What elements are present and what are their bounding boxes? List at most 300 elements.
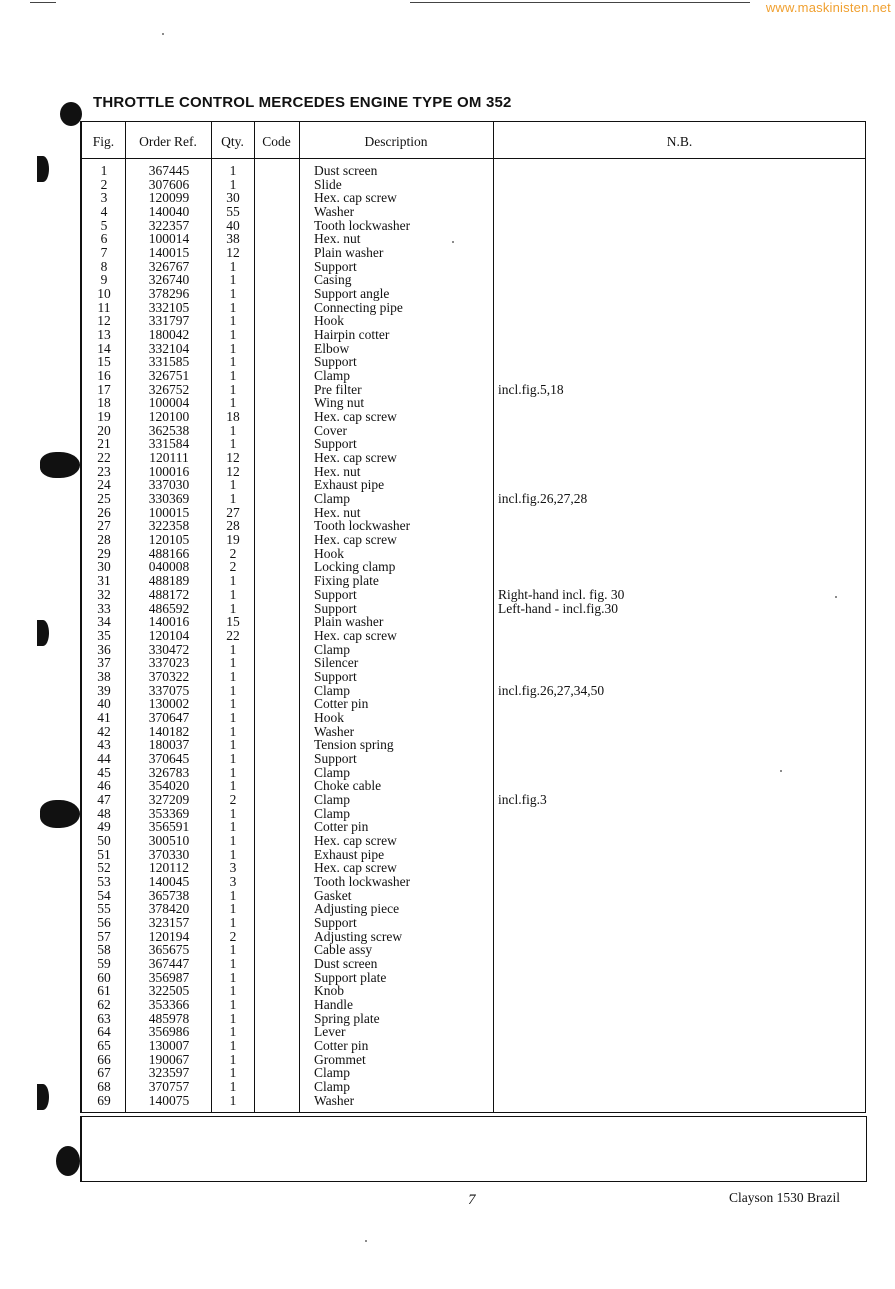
description-cell: Support — [314, 600, 357, 616]
description-cell: Support angle — [314, 286, 390, 302]
fig-cell: 23 — [97, 463, 111, 479]
fig-cell: 34 — [97, 614, 111, 630]
header-code: Code — [262, 134, 291, 149]
description-cell: Knob — [314, 983, 344, 999]
fig-cell: 22 — [97, 450, 111, 466]
table-row — [0, 848, 895, 862]
order-ref-cell: 180037 — [148, 737, 190, 753]
nb-cell: incl.fig.3 — [498, 791, 547, 807]
table-row — [0, 396, 895, 410]
qty-cell: 1 — [229, 368, 237, 384]
qty-cell: 1 — [229, 381, 237, 397]
fig-cell: 44 — [97, 750, 111, 766]
table-row — [0, 752, 895, 766]
fig-cell: 65 — [97, 1038, 111, 1053]
fig-cell: 1 — [100, 163, 108, 178]
description-cell: Tension spring — [314, 737, 394, 753]
description-cell: Hairpin cotter — [314, 327, 390, 343]
fig-cell: 7 — [100, 245, 108, 261]
table-row — [0, 725, 895, 739]
fig-cell: 42 — [97, 723, 111, 739]
description-cell: Handle — [314, 996, 353, 1012]
binder-hole-top — [60, 102, 82, 126]
table-row — [0, 1094, 895, 1108]
order-ref-cell: 322357 — [148, 217, 190, 233]
qty-cell: 40 — [226, 217, 240, 233]
qty-cell: 1 — [229, 258, 237, 274]
qty-cell: 12 — [226, 463, 240, 479]
qty-cell: 55 — [226, 204, 240, 220]
top-rule-left — [30, 2, 56, 3]
fig-cell: 6 — [100, 231, 108, 247]
fig-cell: 10 — [97, 286, 111, 302]
description-cell: Lever — [314, 1024, 346, 1040]
description-cell: Support — [314, 668, 357, 684]
table-row — [0, 314, 895, 328]
fig-cell: 43 — [97, 737, 111, 753]
qty-cell: 1 — [229, 1079, 237, 1095]
description-cell: Hook — [314, 313, 344, 329]
fig-cell: 54 — [97, 887, 111, 903]
description-cell: Hex. cap screw — [314, 860, 397, 876]
order-ref-cell: 326740 — [148, 272, 190, 288]
table-row — [0, 191, 895, 205]
order-ref-cell: 330472 — [148, 641, 190, 657]
order-ref-cell: 326767 — [148, 258, 190, 274]
description-cell: Cable assy — [314, 942, 373, 958]
order-ref-cell: 337075 — [148, 682, 190, 698]
order-ref-cell: 323597 — [148, 1065, 190, 1081]
table-row — [0, 547, 895, 561]
nb-cell: incl.fig.5,18 — [498, 381, 564, 397]
order-ref-cell: 140040 — [148, 204, 190, 220]
qty-cell: 2 — [229, 928, 237, 944]
table-row — [0, 834, 895, 848]
fig-cell: 14 — [97, 340, 111, 356]
fig-cell: 69 — [97, 1092, 111, 1108]
table-row — [0, 902, 895, 916]
order-ref-cell: 140016 — [148, 614, 190, 630]
fig-cell: 27 — [97, 518, 111, 534]
description-cell: Hex. cap screw — [314, 832, 397, 848]
qty-cell: 12 — [226, 450, 240, 466]
description-cell: Adjusting piece — [314, 901, 400, 917]
qty-cell: 1 — [229, 1092, 237, 1108]
order-ref-cell: 322505 — [148, 983, 190, 999]
description-cell: Slide — [314, 176, 342, 192]
description-cell: Cotter pin — [314, 696, 369, 712]
qty-cell: 2 — [229, 791, 237, 807]
table-row — [0, 766, 895, 780]
order-ref-cell: 120112 — [149, 860, 189, 876]
table-row — [0, 629, 895, 643]
qty-cell: 1 — [229, 299, 237, 315]
table-row — [0, 164, 895, 178]
qty-cell: 1 — [229, 641, 237, 657]
fig-cell: 39 — [97, 682, 111, 698]
nb-cell: incl.fig.26,27,28 — [498, 491, 588, 507]
qty-cell: 1 — [229, 1010, 237, 1026]
order-ref-cell: 365738 — [148, 887, 190, 903]
description-cell: Clamp — [314, 764, 350, 780]
table-row — [0, 219, 895, 233]
fig-cell: 66 — [97, 1051, 111, 1067]
fig-cell: 47 — [97, 791, 111, 807]
notes-box — [80, 1116, 867, 1182]
table-row — [0, 643, 895, 657]
order-ref-cell: 190067 — [148, 1051, 190, 1067]
description-cell: Washer — [314, 723, 355, 739]
table-row — [0, 574, 895, 588]
qty-cell: 1 — [229, 340, 237, 356]
description-cell: Spring plate — [314, 1010, 380, 1026]
order-ref-cell: 326751 — [148, 368, 190, 384]
order-ref-cell: 353369 — [148, 805, 190, 821]
qty-cell: 28 — [226, 518, 240, 534]
table-row — [0, 670, 895, 684]
qty-cell: 1 — [229, 969, 237, 985]
order-ref-cell: 331584 — [148, 436, 190, 452]
fig-cell: 18 — [97, 395, 111, 411]
description-cell: Grommet — [314, 1051, 366, 1067]
qty-cell: 1 — [229, 286, 237, 302]
table-row — [0, 1080, 895, 1094]
table-row — [0, 355, 895, 369]
table-row — [0, 260, 895, 274]
scan-speck — [365, 1240, 367, 1242]
order-ref-cell: 140045 — [148, 873, 190, 889]
page-title: THROTTLE CONTROL MERCEDES ENGINE TYPE OM 352 — [93, 94, 512, 111]
qty-cell: 1 — [229, 778, 237, 794]
qty-cell: 18 — [226, 409, 240, 425]
table-row — [0, 807, 895, 821]
binder-hole-bottom — [56, 1146, 80, 1176]
order-ref-cell: 486592 — [148, 600, 190, 616]
qty-cell: 1 — [229, 1051, 237, 1067]
order-ref-cell: 120105 — [148, 532, 190, 548]
order-ref-cell: 337030 — [148, 477, 190, 493]
table-row — [0, 246, 895, 260]
table-row — [0, 889, 895, 903]
table-row — [0, 943, 895, 957]
fig-cell: 37 — [97, 655, 111, 671]
order-ref-cell: 488172 — [148, 586, 190, 602]
fig-cell: 9 — [100, 272, 108, 288]
fig-cell: 45 — [97, 764, 111, 780]
fig-cell: 24 — [97, 477, 111, 493]
nb-cell: Left-hand - incl.fig.30 — [498, 600, 618, 616]
description-cell: Hook — [314, 545, 344, 561]
table-row — [0, 383, 895, 397]
qty-cell: 1 — [229, 682, 237, 698]
table-row — [0, 711, 895, 725]
order-ref-cell: 140075 — [148, 1092, 190, 1108]
table-row — [0, 424, 895, 438]
order-ref-cell: 326752 — [148, 381, 190, 397]
qty-cell: 1 — [229, 655, 237, 671]
site-watermark: www.maskinisten.net — [765, 0, 891, 15]
qty-cell: 1 — [229, 996, 237, 1012]
scan-speck — [162, 33, 164, 35]
fig-cell: 48 — [97, 805, 111, 821]
order-ref-cell: 337023 — [148, 655, 190, 671]
description-cell: Clamp — [314, 491, 350, 507]
table-row — [0, 971, 895, 985]
order-ref-cell: 100016 — [148, 463, 190, 479]
qty-cell: 2 — [229, 559, 237, 575]
table-row — [0, 793, 895, 807]
qty-cell: 1 — [229, 887, 237, 903]
top-rule-right — [410, 2, 750, 3]
description-cell: Hex. nut — [314, 231, 361, 247]
table-row — [0, 779, 895, 793]
qty-cell: 30 — [226, 190, 240, 206]
order-ref-cell: 130007 — [148, 1038, 190, 1053]
fig-cell: 12 — [97, 313, 111, 329]
fig-cell: 8 — [100, 258, 108, 274]
order-ref-cell: 331585 — [148, 354, 190, 370]
qty-cell: 1 — [229, 586, 237, 602]
description-cell: Support — [314, 750, 357, 766]
fig-cell: 21 — [97, 436, 111, 452]
table-row — [0, 820, 895, 834]
table-row — [0, 656, 895, 670]
description-cell: Wing nut — [314, 395, 365, 411]
description-cell: Clamp — [314, 1065, 350, 1081]
table-row — [0, 287, 895, 301]
qty-cell: 15 — [226, 614, 240, 630]
header-fig: Fig. — [92, 134, 115, 149]
description-cell: Hex. cap screw — [314, 409, 397, 425]
table-row — [0, 998, 895, 1012]
order-ref-cell: 100014 — [148, 231, 190, 247]
description-cell: Hex. cap screw — [314, 190, 397, 206]
order-ref-cell: 323157 — [148, 914, 190, 930]
fig-cell: 36 — [97, 641, 111, 657]
description-cell: Tooth lockwasher — [314, 518, 411, 534]
fig-cell: 57 — [97, 928, 111, 944]
qty-cell: 1 — [229, 942, 237, 958]
qty-cell: 1 — [229, 696, 237, 712]
table-row — [0, 533, 895, 547]
order-ref-cell: 120100 — [148, 409, 190, 425]
description-cell: Plain washer — [314, 245, 384, 261]
qty-cell: 1 — [229, 1024, 237, 1040]
fig-cell: 3 — [100, 190, 108, 206]
order-ref-cell: 367447 — [148, 955, 190, 971]
fig-cell: 17 — [97, 381, 111, 397]
table-row — [0, 1012, 895, 1026]
fig-cell: 32 — [97, 586, 111, 602]
order-ref-cell: 370645 — [148, 750, 190, 766]
order-ref-cell: 120104 — [148, 627, 190, 643]
qty-cell: 1 — [229, 750, 237, 766]
description-cell: Exhaust pipe — [314, 477, 385, 493]
description-cell: Dust screen — [314, 163, 378, 178]
order-ref-cell: 331797 — [148, 313, 190, 329]
table-row — [0, 519, 895, 533]
description-cell: Support — [314, 258, 357, 274]
table-row — [0, 451, 895, 465]
description-cell: Clamp — [314, 1079, 350, 1095]
qty-cell: 1 — [229, 313, 237, 329]
fig-cell: 31 — [97, 573, 111, 589]
fig-cell: 51 — [97, 846, 111, 862]
order-ref-cell: 356986 — [148, 1024, 190, 1040]
table-row — [0, 273, 895, 287]
page-number: 7 — [468, 1192, 476, 1208]
order-ref-cell: 365675 — [148, 942, 190, 958]
fig-cell: 30 — [97, 559, 111, 575]
fig-cell: 50 — [97, 832, 111, 848]
order-ref-cell: 367445 — [148, 163, 190, 178]
qty-cell: 12 — [226, 245, 240, 261]
order-ref-cell: 353366 — [148, 996, 190, 1012]
order-ref-cell: 378420 — [148, 901, 190, 917]
qty-cell: 1 — [229, 709, 237, 725]
order-ref-cell: 300510 — [148, 832, 190, 848]
table-row — [0, 205, 895, 219]
order-ref-cell: 180042 — [148, 327, 190, 343]
order-ref-cell: 485978 — [148, 1010, 190, 1026]
fig-cell: 63 — [97, 1010, 111, 1026]
fig-cell: 16 — [97, 368, 111, 384]
order-ref-cell: 120111 — [149, 450, 189, 466]
fig-cell: 26 — [97, 504, 111, 520]
table-row — [0, 588, 895, 602]
table-row — [0, 560, 895, 574]
fig-cell: 38 — [97, 668, 111, 684]
description-cell: Clamp — [314, 682, 350, 698]
fig-cell: 5 — [100, 217, 108, 233]
description-cell: Plain washer — [314, 614, 384, 630]
qty-cell: 1 — [229, 1065, 237, 1081]
qty-cell: 1 — [229, 477, 237, 493]
table-row — [0, 232, 895, 246]
qty-cell: 1 — [229, 573, 237, 589]
table-row — [0, 615, 895, 629]
order-ref-cell: 120099 — [148, 190, 190, 206]
description-cell: Elbow — [314, 340, 350, 356]
description-cell: Clamp — [314, 368, 350, 384]
table-row — [0, 738, 895, 752]
description-cell: Casing — [314, 272, 352, 288]
description-cell: Choke cable — [314, 778, 382, 794]
description-cell: Hex. cap screw — [314, 627, 397, 643]
fig-cell: 49 — [97, 819, 111, 835]
description-cell: Clamp — [314, 805, 350, 821]
table-row — [0, 697, 895, 711]
qty-cell: 19 — [226, 532, 240, 548]
description-cell: Fixing plate — [314, 573, 379, 589]
description-cell: Gasket — [314, 887, 352, 903]
fig-cell: 40 — [97, 696, 111, 712]
order-ref-cell: 120194 — [148, 928, 190, 944]
description-cell: Washer — [314, 1092, 355, 1108]
description-cell: Pre filter — [314, 381, 362, 397]
qty-cell: 1 — [229, 1038, 237, 1053]
header-description: Description — [364, 134, 428, 149]
fig-cell: 56 — [97, 914, 111, 930]
fig-cell: 29 — [97, 545, 111, 561]
qty-cell: 22 — [226, 627, 240, 643]
fig-cell: 61 — [97, 983, 111, 999]
table-row — [0, 1039, 895, 1053]
description-cell: Tooth lockwasher — [314, 873, 411, 889]
table-row — [0, 984, 895, 998]
qty-cell: 1 — [229, 955, 237, 971]
order-ref-cell: 326783 — [148, 764, 190, 780]
description-cell: Cover — [314, 422, 347, 438]
qty-cell: 1 — [229, 723, 237, 739]
fig-cell: 19 — [97, 409, 111, 425]
order-ref-cell: 378296 — [148, 286, 190, 302]
description-cell: Support — [314, 354, 357, 370]
qty-cell: 3 — [229, 860, 237, 876]
qty-cell: 1 — [229, 819, 237, 835]
description-cell: Adjusting screw — [314, 928, 403, 944]
fig-cell: 67 — [97, 1065, 111, 1081]
qty-cell: 1 — [229, 914, 237, 930]
table-row — [0, 478, 895, 492]
qty-cell: 1 — [229, 422, 237, 438]
qty-cell: 1 — [229, 436, 237, 452]
header-nb: N.B. — [666, 134, 693, 149]
description-cell: Hook — [314, 709, 344, 725]
table-row — [0, 301, 895, 315]
parts-table-body — [0, 164, 895, 1107]
fig-cell: 41 — [97, 709, 111, 725]
table-row — [0, 916, 895, 930]
description-cell: Exhaust pipe — [314, 846, 385, 862]
nb-cell: incl.fig.26,27,34,50 — [498, 682, 605, 698]
table-row — [0, 437, 895, 451]
description-cell: Hex. cap screw — [314, 450, 397, 466]
description-cell: Connecting pipe — [314, 299, 403, 315]
description-cell: Hex. nut — [314, 504, 361, 520]
order-ref-cell: 488166 — [148, 545, 190, 561]
fig-cell: 52 — [97, 860, 111, 876]
description-cell: Locking clamp — [314, 559, 396, 575]
qty-cell: 27 — [226, 504, 240, 520]
order-ref-cell: 356591 — [148, 819, 190, 835]
fig-cell: 60 — [97, 969, 111, 985]
description-cell: Clamp — [314, 791, 350, 807]
table-row — [0, 1066, 895, 1080]
fig-cell: 20 — [97, 422, 111, 438]
fig-cell: 35 — [97, 627, 111, 643]
fig-cell: 4 — [100, 204, 108, 220]
description-cell: Support plate — [314, 969, 387, 985]
fig-cell: 59 — [97, 955, 111, 971]
qty-cell: 1 — [229, 737, 237, 753]
fig-cell: 25 — [97, 491, 111, 507]
order-ref-cell: 370322 — [148, 668, 190, 684]
qty-cell: 2 — [229, 545, 237, 561]
order-ref-cell: 327209 — [148, 791, 190, 807]
description-cell: Cotter pin — [314, 819, 369, 835]
description-cell: Hex. nut — [314, 463, 361, 479]
description-cell: Support — [314, 914, 357, 930]
fig-cell: 28 — [97, 532, 111, 548]
description-cell: Tooth lockwasher — [314, 217, 411, 233]
order-ref-cell: 130002 — [148, 696, 190, 712]
qty-cell: 38 — [226, 231, 240, 247]
table-row — [0, 410, 895, 424]
qty-cell: 1 — [229, 764, 237, 780]
fig-cell: 55 — [97, 901, 111, 917]
order-ref-cell: 100015 — [148, 504, 190, 520]
